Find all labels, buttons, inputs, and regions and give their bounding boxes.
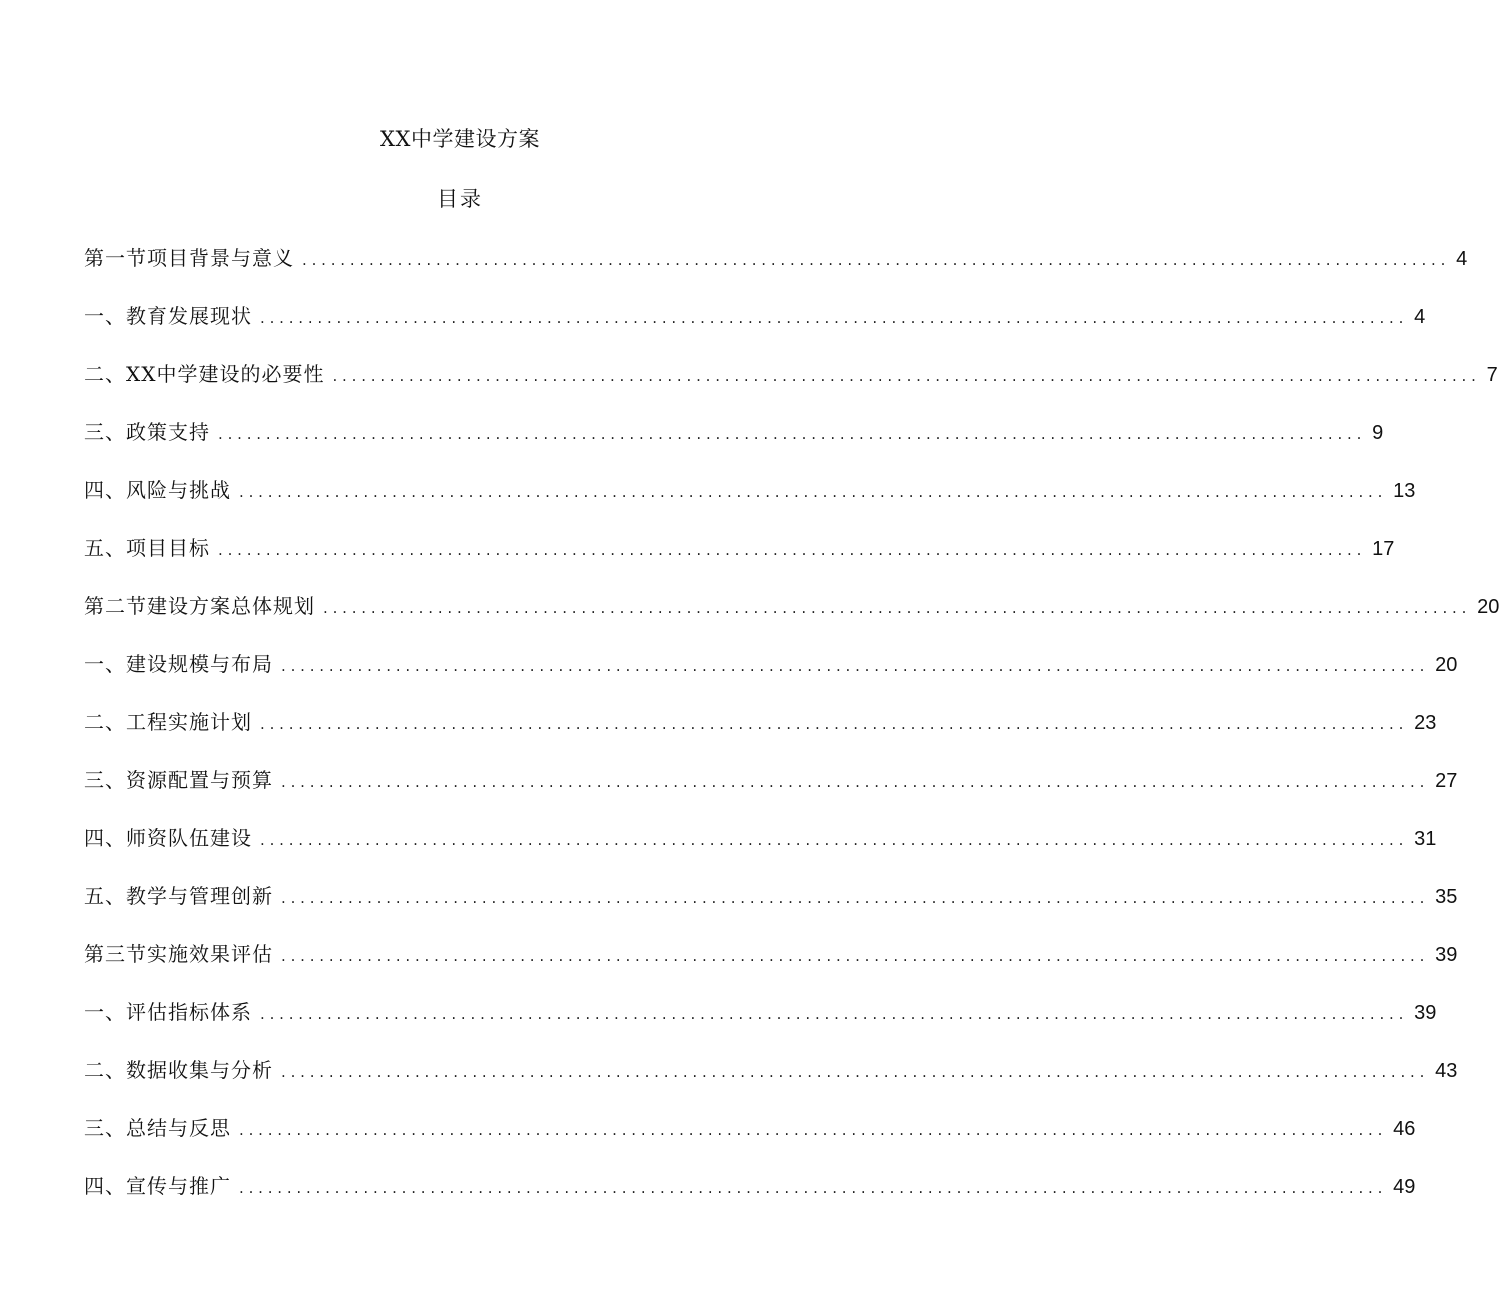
toc-entry-page: 31 (1414, 828, 1437, 850)
toc-entry[interactable] (84, 591, 1499, 649)
toc-entry-label: 四、师资队伍建设 (84, 826, 252, 850)
toc-leader-dots: ........................................................................................................................ (302, 251, 1451, 269)
toc-leader-dots: ........................................................................................................................ (281, 1063, 1430, 1081)
toc-entry[interactable] (84, 765, 1458, 823)
toc-entry-label: 第二节建设方案总体规划 (84, 594, 315, 618)
toc-entry-page: 20 (1477, 596, 1499, 618)
toc-leader-dots: ........................................................................................................................ (260, 309, 1409, 327)
toc-entry-page: 20 (1435, 654, 1458, 676)
toc-entry-page: 17 (1372, 538, 1395, 560)
toc-entry-label: 四、风险与挑战 (84, 478, 231, 502)
toc-leader-dots: ........................................................................................................................ (260, 1005, 1409, 1023)
toc-entry-label: 四、宣传与推广 (84, 1174, 231, 1198)
toc-entry-page: 7 (1486, 364, 1498, 386)
toc-leader-dots: ........................................................................................................................ (239, 1121, 1388, 1139)
toc-entry[interactable] (84, 475, 1416, 533)
toc-entry[interactable] (84, 243, 1468, 301)
toc-entry-label: 第一节项目背景与意义 (84, 246, 294, 270)
toc-entry[interactable] (84, 417, 1384, 475)
toc-entry-page: 46 (1393, 1118, 1416, 1140)
toc-entry-label: 一、建设规模与布局 (84, 652, 273, 676)
toc-entry[interactable] (84, 1055, 1458, 1113)
toc-leader-dots: ........................................................................................................................ (323, 599, 1472, 617)
toc-leader-dots: ........................................................................................................................ (239, 483, 1388, 501)
toc-entry-label: 三、总结与反思 (84, 1116, 231, 1140)
toc-entry[interactable] (84, 997, 1437, 1055)
toc-entry-label: 二、工程实施计划 (84, 710, 252, 734)
toc-leader-dots: ........................................................................................................................ (281, 657, 1430, 675)
toc-entry-page: 9 (1372, 422, 1384, 444)
toc-entry-page: 39 (1435, 944, 1458, 966)
toc-entry-page: 39 (1414, 1002, 1437, 1024)
toc-entry-label: 一、教育发展现状 (84, 304, 252, 328)
toc-leader-dots: ........................................................................................................................ (281, 773, 1430, 791)
toc-entry[interactable] (84, 649, 1458, 707)
toc-entry-label: 三、资源配置与预算 (84, 768, 273, 792)
toc-heading: 目录 (437, 187, 483, 211)
toc-leader-dots: ........................................................................................................................ (239, 1179, 1388, 1197)
toc-leader-dots: ........................................................................................................................ (332, 367, 1481, 385)
toc-leader-dots: ........................................................................................................................ (260, 715, 1409, 733)
table-of-contents (84, 243, 1499, 1229)
toc-entry[interactable] (84, 301, 1426, 359)
toc-entry-page: 23 (1414, 712, 1437, 734)
toc-entry[interactable] (84, 1171, 1416, 1229)
toc-entry-label: 五、项目目标 (84, 536, 210, 560)
toc-leader-dots: ........................................................................................................................ (218, 425, 1367, 443)
toc-entry[interactable] (84, 823, 1437, 881)
toc-entry-page: 4 (1414, 306, 1426, 328)
toc-leader-dots: ........................................................................................................................ (260, 831, 1409, 849)
toc-entry[interactable] (84, 533, 1395, 591)
toc-leader-dots: ........................................................................................................................ (218, 541, 1367, 559)
toc-entry-page: 43 (1435, 1060, 1458, 1082)
toc-entry[interactable] (84, 939, 1458, 997)
toc-entry[interactable] (84, 1113, 1416, 1171)
toc-entry-page: 4 (1456, 248, 1468, 270)
document-title: XX中学建设方案 (380, 127, 540, 151)
toc-entry-label: 一、评估指标体系 (84, 1000, 252, 1024)
toc-leader-dots: ........................................................................................................................ (281, 947, 1430, 965)
toc-entry-page: 35 (1435, 886, 1458, 908)
toc-entry-label: 五、教学与管理创新 (84, 884, 273, 908)
toc-entry-label: 三、政策支持 (84, 420, 210, 444)
toc-entry-label: 二、XX中学建设的必要性 (84, 362, 325, 386)
toc-entry-page: 13 (1393, 480, 1416, 502)
toc-entry[interactable] (84, 881, 1458, 939)
toc-entry-label: 第三节实施效果评估 (84, 942, 273, 966)
toc-entry-page: 49 (1393, 1176, 1416, 1198)
toc-entry-label: 二、数据收集与分析 (84, 1058, 273, 1082)
toc-entry[interactable] (84, 359, 1498, 417)
toc-entry-page: 27 (1435, 770, 1458, 792)
toc-leader-dots: ........................................................................................................................ (281, 889, 1430, 907)
toc-entry[interactable] (84, 707, 1437, 765)
